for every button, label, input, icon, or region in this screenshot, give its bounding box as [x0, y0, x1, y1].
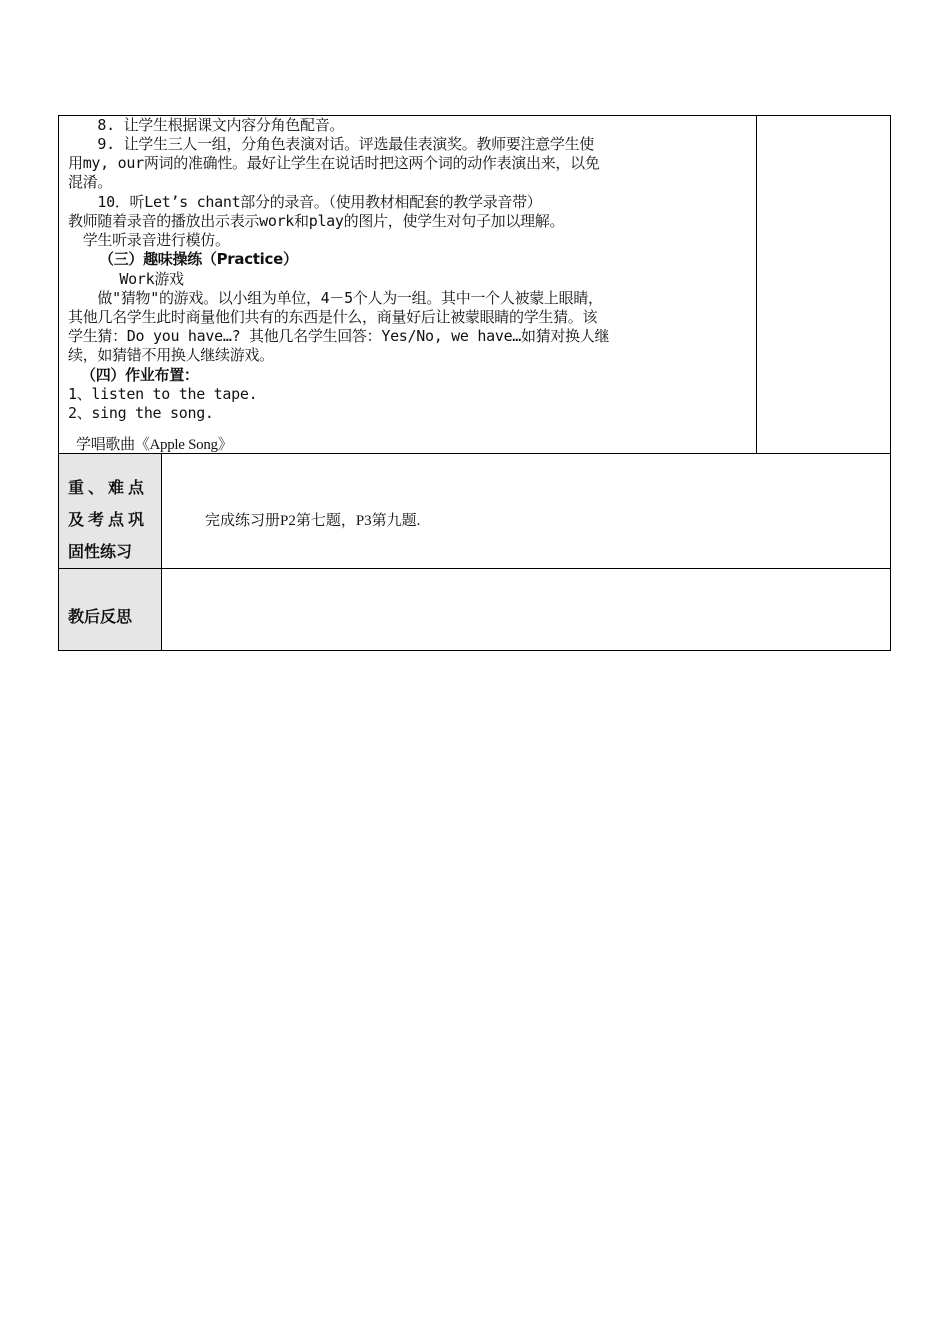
section-practice-heading: （三）趣味操练（Practice） — [99, 250, 298, 268]
homework-item-1: 1、listen to the tape. — [68, 385, 258, 403]
key-points-content: 完成练习册P2第七题，P3第九题. — [205, 513, 421, 529]
reflection-row — [58, 569, 891, 651]
song-line: 学唱歌曲《Apple Song》 — [76, 437, 233, 453]
reflection-label: 教后反思 — [68, 607, 133, 626]
game-line-4: 续，如猜错不用换人继续游戏。 — [68, 346, 274, 364]
key-points-row — [58, 454, 891, 569]
lesson-notes-cell — [757, 116, 890, 453]
lesson-line-10: 10．听Let’s chant部分的录音。（使用教材相配套的教学录音带） — [68, 193, 542, 211]
reflection-content-cell — [162, 569, 890, 650]
work-game-title: Work游戏 — [90, 270, 184, 288]
game-line-3: 学生猜：Do you have…? 其他几名学生回答：Yes/No, we have…如猜对换人继 — [68, 327, 610, 345]
lesson-line-10-cont: 教师随着录音的播放出示表示work和play的图片，使学生对句子加以理解。 — [68, 212, 565, 230]
game-line-1: 做"猜物"的游戏。以小组为单位，4－5个人为一组。其中一个人被蒙上眼睛， — [68, 289, 603, 307]
section-homework-heading: （四）作业布置： — [81, 366, 199, 384]
key-points-label-line-2: 及考点巩 — [68, 510, 149, 529]
lesson-table — [58, 115, 891, 454]
key-points-label-line-3: 固性练习 — [68, 542, 133, 561]
key-points-content-cell — [162, 454, 890, 568]
homework-item-2: 2、sing the song. — [68, 404, 214, 422]
key-points-label — [59, 454, 162, 568]
lesson-content-cell — [59, 116, 757, 453]
lesson-line-9-end: 混淆。 — [68, 173, 113, 191]
game-line-2: 其他几名学生此时商量他们共有的东西是什么，商量好后让被蒙眼睛的学生猜。该 — [68, 308, 598, 326]
lesson-line-imitate: 学生听录音进行模仿。 — [68, 231, 230, 249]
lesson-line-8: 8. 让学生根据课文内容分角色配音。 — [68, 116, 345, 134]
reflection-label-cell — [59, 569, 162, 650]
lesson-line-9: 9. 让学生三人一组，分角色表演对话。评选最佳表演奖。教师要注意学生使 — [68, 135, 594, 153]
key-points-label-line-1: 重、难点 — [68, 478, 149, 497]
lesson-line-9-cont: 用my, our两词的准确性。最好让学生在说话时把这两个词的动作表演出来，以免 — [68, 154, 600, 172]
